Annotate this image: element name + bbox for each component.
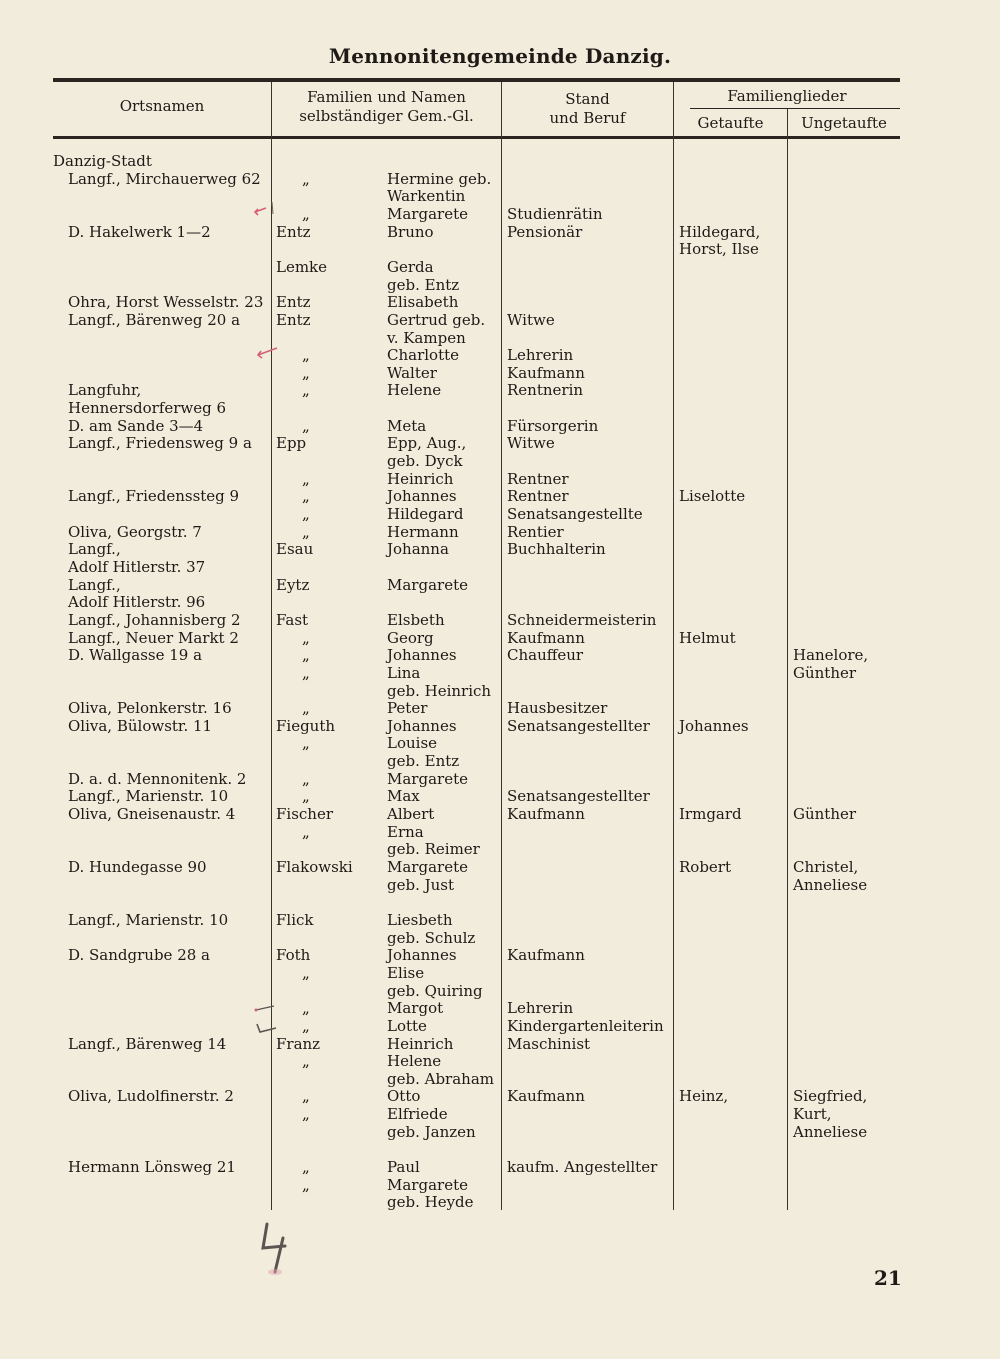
row-vorname: Johannes — [387, 946, 457, 965]
row-familienname: Flick — [276, 910, 314, 929]
table-row — [0, 240, 1000, 258]
table-row — [0, 470, 1000, 488]
table-row — [0, 982, 1000, 1000]
header-stand — [502, 90, 673, 128]
row-vorname: Johanna — [387, 540, 449, 559]
row-ortsname: Langfuhr, — [68, 381, 142, 400]
table-row — [0, 1087, 1000, 1105]
table-row — [0, 593, 1000, 611]
table-row — [0, 1193, 1000, 1211]
row-stand-beruf: Kaufmann — [507, 946, 585, 965]
table-row — [0, 734, 1000, 752]
row-ortsname: Langf., — [68, 540, 121, 559]
row-vorname: Elfriede — [387, 1105, 448, 1124]
row-vorname: Johannes — [387, 716, 457, 735]
row-familienname: Esau — [276, 540, 314, 559]
table-row — [0, 929, 1000, 947]
row-familienname: Fieguth — [276, 716, 336, 735]
row-stand-beruf: Senatsangestellter — [507, 716, 650, 735]
table-row — [0, 540, 1000, 558]
table-row — [0, 858, 1000, 876]
row-ortsname: Langf., Neuer Markt 2 — [68, 628, 239, 647]
familienglieder-subrule — [690, 108, 900, 109]
row-vorname: Bruno — [387, 222, 434, 241]
row-stand-beruf: Rentnerin — [507, 381, 584, 400]
header-familienglieder: Familienglieder — [727, 87, 847, 105]
row-vorname: v. Kampen — [387, 328, 466, 347]
table-row — [0, 1176, 1000, 1194]
header-ungetaufte: Ungetaufte — [801, 114, 887, 132]
row-stand-beruf: Pensionär — [507, 222, 583, 241]
table-row — [0, 876, 1000, 894]
row-vorname: Margot — [387, 999, 444, 1018]
row-vorname: Heinrich — [387, 469, 454, 488]
row-getaufte: Heinz, — [679, 1087, 729, 1106]
table-row — [0, 770, 1000, 788]
row-familienname: „ — [302, 822, 310, 841]
table-row — [0, 329, 1000, 347]
row-vorname: geb. Heinrich — [387, 681, 492, 700]
pencil-mark-four-icon — [255, 1218, 295, 1278]
table-row — [0, 1035, 1000, 1053]
row-vorname: Peter — [387, 699, 428, 718]
row-ortsname: Langf., Marienstr. 10 — [68, 787, 229, 806]
row-familienname: „ — [302, 628, 310, 647]
header-familien-line1: Familien und Namen — [307, 88, 466, 106]
row-stand-beruf: Rentner — [507, 487, 569, 506]
row-familienname: „ — [302, 787, 310, 806]
row-vorname: geb. Schulz — [387, 928, 476, 947]
table-row — [0, 805, 1000, 823]
row-stand-beruf: Lehrerin — [507, 999, 574, 1018]
row-ortsname: Oliva, Pelonkerstr. 16 — [68, 699, 232, 718]
row-ortsname: Langf., Friedenssteg 9 — [68, 487, 240, 506]
table-row — [0, 646, 1000, 664]
table-row — [0, 893, 1000, 911]
header-getaufte: Getaufte — [697, 114, 764, 132]
row-familienname: „ — [302, 1158, 310, 1177]
table-row — [0, 717, 1000, 735]
row-familienname: „ — [302, 522, 310, 541]
table-row — [0, 152, 1000, 170]
row-stand-beruf: Lehrerin — [507, 346, 574, 365]
row-getaufte: Horst, Ilse — [679, 240, 759, 259]
row-familienname: Lemke — [276, 257, 328, 276]
table-row — [0, 576, 1000, 594]
row-ortsname: Langf., Marienstr. 10 — [68, 910, 229, 929]
red-check-mark-icon — [255, 344, 285, 364]
header-ortsnamen: Ortsnamen — [119, 97, 205, 115]
header-stand-line2: und Beruf — [549, 109, 626, 127]
row-ortsname: D. am Sande 3—4 — [68, 416, 204, 435]
header-bottom-rule — [53, 136, 900, 139]
row-familienname: „ — [302, 734, 310, 753]
row-ortsname: Oliva, Gneisenaustr. 4 — [68, 805, 236, 824]
row-vorname: Gertrud geb. — [387, 310, 486, 329]
row-familienname: „ — [302, 381, 310, 400]
row-familienname: Eytz — [276, 575, 310, 594]
row-ungetaufte: Günther — [793, 663, 857, 682]
row-vorname: geb. Reimer — [387, 840, 480, 859]
table-row — [0, 452, 1000, 470]
row-vorname: Erna — [387, 822, 424, 841]
row-getaufte: Robert — [679, 858, 732, 876]
table-row — [0, 1052, 1000, 1070]
row-familienname: „ — [302, 999, 310, 1018]
row-stand-beruf: Senatsangestellte — [507, 505, 643, 523]
row-vorname: Margarete — [387, 1175, 468, 1194]
row-familienname: Entz — [276, 222, 311, 241]
row-ungetaufte: Siegfried, — [793, 1087, 868, 1106]
row-familienname: „ — [302, 469, 310, 488]
row-stand-beruf: Rentier — [507, 522, 564, 541]
table-row — [0, 1158, 1000, 1176]
row-ortsname: Hermann Lönsweg 21 — [68, 1158, 236, 1177]
row-vorname: geb. Entz — [387, 275, 460, 294]
row-vorname: Elise — [387, 963, 425, 982]
row-vorname: geb. Just — [387, 875, 455, 894]
row-stand-beruf: Maschinist — [507, 1034, 591, 1053]
row-familienname: „ — [302, 663, 310, 682]
row-ortsname: Danzig-Stadt — [53, 152, 152, 170]
row-familienname: „ — [302, 1052, 310, 1071]
row-ortsname: Hennersdorferweg 6 — [68, 399, 227, 418]
row-ortsname: Oliva, Georgstr. 7 — [68, 522, 202, 541]
row-vorname: Elsbeth — [387, 610, 445, 629]
row-stand-beruf: Chauffeur — [507, 646, 584, 665]
row-vorname: Charlotte — [387, 346, 460, 365]
row-vorname: Liesbeth — [387, 910, 453, 929]
row-vorname: Paul — [387, 1158, 420, 1177]
row-stand-beruf: Studienrätin — [507, 204, 603, 223]
row-vorname: Walter — [387, 363, 437, 382]
row-vorname: Epp, Aug., — [387, 434, 467, 453]
row-vorname: Margarete — [387, 769, 468, 788]
row-stand-beruf: Kaufmann — [507, 805, 585, 824]
row-getaufte: Hildegard, — [679, 222, 761, 241]
row-familienname: „ — [302, 1175, 310, 1194]
table-row — [0, 699, 1000, 717]
table-row — [0, 1017, 1000, 1035]
table-row — [0, 558, 1000, 576]
row-vorname: Hildegard — [387, 505, 464, 523]
row-ortsname: Langf., — [68, 575, 121, 594]
table-row — [0, 346, 1000, 364]
page-number: 21 — [874, 1266, 902, 1290]
row-familienname: „ — [302, 769, 310, 788]
row-familienname: „ — [302, 505, 310, 523]
table-row — [0, 223, 1000, 241]
table-row — [0, 999, 1000, 1017]
row-stand-beruf: Buchhalterin — [507, 540, 606, 559]
row-ortsname: Langf., Mirchauerweg 62 — [68, 169, 261, 188]
row-familienname: „ — [302, 346, 310, 365]
row-vorname: Margarete — [387, 575, 468, 594]
table-row — [0, 752, 1000, 770]
row-stand-beruf: Senatsangestellter — [507, 787, 650, 806]
row-getaufte: Johannes — [679, 716, 749, 735]
table-row — [0, 399, 1000, 417]
table-row — [0, 364, 1000, 382]
row-ortsname: Oliva, Bülowstr. 11 — [68, 716, 213, 735]
row-familienname: „ — [302, 1016, 310, 1035]
row-familienname: Entz — [276, 293, 311, 312]
table-row — [0, 417, 1000, 435]
table-row — [0, 840, 1000, 858]
row-vorname: Gerda — [387, 257, 434, 276]
row-vorname: Helene — [387, 1052, 442, 1071]
row-familienname: „ — [302, 963, 310, 982]
table-row — [0, 311, 1000, 329]
row-stand-beruf: Rentner — [507, 469, 569, 488]
row-vorname: geb. Dyck — [387, 452, 463, 471]
red-check-mark-icon — [252, 200, 282, 220]
row-vorname: geb. Janzen — [387, 1122, 476, 1141]
row-vorname: geb. Abraham — [387, 1069, 494, 1088]
row-familienname: Entz — [276, 310, 311, 329]
row-ortsname: D. a. d. Mennonitenk. 2 — [68, 769, 247, 788]
row-vorname: geb. Entz — [387, 752, 460, 771]
row-vorname: Margarete — [387, 204, 468, 223]
row-vorname: geb. Heyde — [387, 1193, 474, 1212]
table-row — [0, 682, 1000, 700]
row-familienname: „ — [302, 363, 310, 382]
row-familienname: „ — [302, 204, 310, 223]
row-stand-beruf: Kaufmann — [507, 628, 585, 647]
row-stand-beruf: Schneidermeisterin — [507, 610, 657, 629]
table-row — [0, 187, 1000, 205]
table-row — [0, 964, 1000, 982]
row-vorname: Albert — [387, 805, 435, 824]
row-vorname: Max — [387, 787, 420, 806]
table-row — [0, 911, 1000, 929]
row-vorname: Johannes — [387, 646, 457, 665]
table-row — [0, 170, 1000, 188]
row-familienname: „ — [302, 487, 310, 506]
row-familienname: Fischer — [276, 805, 334, 824]
header-familien — [272, 88, 501, 126]
row-stand-beruf: Kaufmann — [507, 1087, 585, 1106]
table-row — [0, 629, 1000, 647]
table-row — [0, 823, 1000, 841]
header-familien-line2: selbständiger Gem.-Gl. — [299, 107, 474, 125]
table-row — [0, 293, 1000, 311]
row-vorname: Georg — [387, 628, 434, 647]
row-ortsname: D. Hundegasse 90 — [68, 858, 207, 876]
row-ortsname: Adolf Hitlerstr. 96 — [68, 593, 206, 612]
table-row — [0, 787, 1000, 805]
row-stand-beruf: Hausbesitzer — [507, 699, 608, 718]
row-stand-beruf: Fürsorgerin — [507, 416, 599, 435]
row-familienname: „ — [302, 1105, 310, 1124]
row-vorname: Elisabeth — [387, 293, 459, 312]
row-familienname: „ — [302, 699, 310, 718]
row-ortsname: D. Hakelwerk 1—2 — [68, 222, 211, 241]
row-ortsname: Langf., Bärenweg 20 a — [68, 310, 241, 329]
table-row — [0, 487, 1000, 505]
row-vorname: geb. Quiring — [387, 981, 483, 1000]
table-row — [0, 946, 1000, 964]
row-familienname: Epp — [276, 434, 307, 453]
row-getaufte: Liselotte — [679, 487, 746, 506]
table-row — [0, 1070, 1000, 1088]
row-familienname: „ — [302, 1087, 310, 1106]
row-familienname: Foth — [276, 946, 311, 965]
row-ungetaufte: Anneliese — [793, 875, 868, 894]
row-getaufte: Irmgard — [679, 805, 742, 824]
row-stand-beruf: Kindergartenleiterin — [507, 1016, 664, 1035]
row-ortsname: Ohra, Horst Wesselstr. 23 — [68, 293, 264, 312]
row-ortsname: Adolf Hitlerstr. 37 — [68, 557, 206, 576]
row-ortsname: Langf., Bärenweg 14 — [68, 1034, 227, 1053]
row-vorname: Margarete — [387, 858, 468, 876]
row-familienname: „ — [302, 169, 310, 188]
row-vorname: Lina — [387, 663, 421, 682]
row-ungetaufte: Kurt, — [793, 1105, 832, 1124]
row-ortsname: D. Sandgrube 28 a — [68, 946, 210, 965]
header-top-rule — [53, 78, 900, 82]
row-vorname: Heinrich — [387, 1034, 454, 1053]
table-row — [0, 505, 1000, 523]
row-vorname: Otto — [387, 1087, 421, 1106]
row-vorname: Johannes — [387, 487, 457, 506]
table-row — [0, 1105, 1000, 1123]
row-ortsname: Langf., Friedensweg 9 a — [68, 434, 252, 453]
row-familienname: Franz — [276, 1034, 321, 1053]
row-vorname: Warkentin — [387, 187, 466, 206]
row-vorname: Meta — [387, 416, 427, 435]
row-stand-beruf: Witwe — [507, 434, 555, 453]
table-row — [0, 611, 1000, 629]
row-vorname: Lotte — [387, 1016, 427, 1035]
page-title: Mennonitengemeinde Danzig. — [328, 44, 672, 68]
table-row — [0, 1140, 1000, 1158]
row-stand-beruf: kaufm. Angestellter — [507, 1158, 658, 1177]
header-stand-line1: Stand — [565, 90, 610, 108]
row-ortsname: D. Wallgasse 19 a — [68, 646, 203, 665]
pencil-check-mark-icon — [254, 1018, 284, 1038]
table-row — [0, 276, 1000, 294]
row-stand-beruf: Witwe — [507, 310, 555, 329]
row-ungetaufte: Anneliese — [793, 1122, 868, 1141]
table-row — [0, 523, 1000, 541]
row-familienname: „ — [302, 416, 310, 435]
row-ungetaufte: Günther — [793, 805, 857, 824]
row-vorname: Hermann — [387, 522, 459, 541]
row-ungetaufte: Hanelore, — [793, 646, 869, 665]
row-familienname: Fast — [276, 610, 309, 629]
table-row — [0, 205, 1000, 223]
row-familienname: „ — [302, 646, 310, 665]
row-ortsname: Oliva, Ludolfinerstr. 2 — [68, 1087, 234, 1106]
row-vorname: Hermine geb. — [387, 169, 492, 188]
table-row — [0, 434, 1000, 452]
table-row — [0, 381, 1000, 399]
table-row — [0, 664, 1000, 682]
row-familienname: Flakowski — [276, 858, 353, 876]
row-ortsname: Langf., Johannisberg 2 — [68, 610, 241, 629]
row-vorname: Louise — [387, 734, 438, 753]
row-getaufte: Helmut — [679, 628, 736, 647]
table-row — [0, 1123, 1000, 1141]
row-ungetaufte: Christel, — [793, 858, 859, 876]
row-vorname: Helene — [387, 381, 442, 400]
table-row — [0, 258, 1000, 276]
row-stand-beruf: Kaufmann — [507, 363, 585, 382]
